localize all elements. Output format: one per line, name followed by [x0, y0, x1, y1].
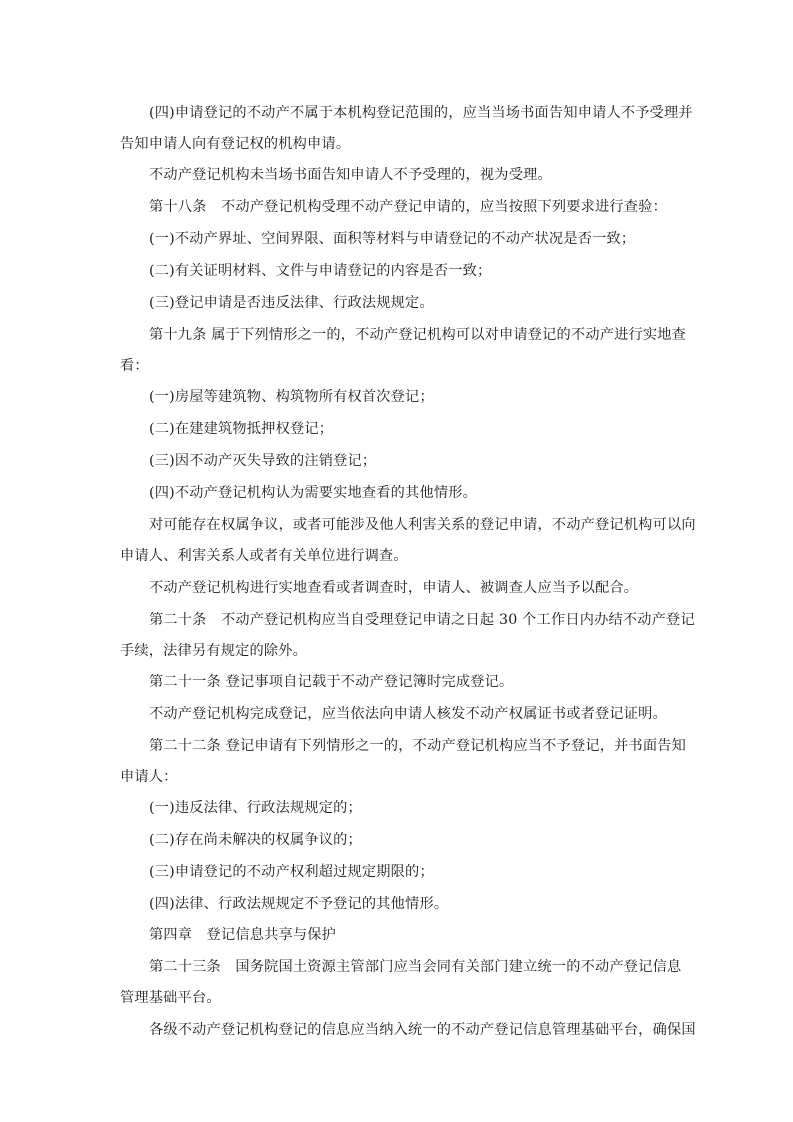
text-line: 第二十一条 登记事项自记载于不动产登记簿时完成登记。 — [149, 674, 514, 690]
text-line: (三)因不动产灭失导致的注销登记； — [149, 453, 377, 469]
text-line: 告知申请人向有登记权的机构申请。 — [120, 136, 351, 152]
text-line: 第十九条 属于下列情形之一的，不动产登记机构可以对申请登记的不动产进行实地查 — [149, 327, 687, 343]
text-line: (三)申请登记的不动产权利超过规定期限的； — [149, 864, 434, 880]
text-line: 看： — [120, 358, 149, 374]
text-line: (三)登记申请是否违反法律、行政法规规定。 — [149, 295, 434, 311]
text-line: (四)申请登记的不动产不属于本机构登记范围的，应当当场书面告知申请人不予受理并 — [149, 105, 693, 121]
text-line: 申请人、利害关系人或者有关单位进行调查。 — [120, 548, 408, 564]
text-line: 对可能存在权属争议，或者可能涉及他人利害关系的登记申请，不动产登记机构可以向 — [149, 517, 696, 533]
text-line: (一)房屋等建筑物、构筑物所有权首次登记； — [149, 389, 434, 405]
text-line: 不动产登记机构完成登记，应当依法向申请人核发不动产权属证书或者登记证明。 — [149, 706, 667, 722]
text-line: 各级不动产登记机构登记的信息应当纳入统一的不动产登记信息管理基础平台，确保国 — [149, 1022, 696, 1038]
text-line: 不动产登记机构未当场书面告知申请人不予受理的，视为受理。 — [149, 167, 552, 183]
text-line: (一)不动产界址、空间界限、面积等材料与申请登记的不动产状况是否一致； — [149, 231, 636, 247]
text-line: (一)违反法律、行政法规规定的； — [149, 800, 362, 816]
text-line: 第十八条 不动产登记机构受理不动产登记申请的，应当按照下列要求进行查验： — [149, 199, 667, 215]
text-line: 第二十二条 登记申请有下列情形之一的，不动产登记机构应当不予登记，并书面告知 — [149, 738, 687, 754]
chapter-heading: 第四章 登记信息共享与保护 — [149, 927, 337, 943]
text-line: (四)法律、行政法规规定不予登记的其他情形。 — [149, 896, 449, 912]
text-line: 第二十条 不动产登记机构应当自受理登记申请之日起 30 个工作日内办结不动产登记 — [149, 612, 695, 628]
text-line: (四)不动产登记机构认为需要实地查看的其他情形。 — [149, 485, 477, 501]
text-line: (二)有关证明材料、文件与申请登记的内容是否一致； — [149, 263, 492, 279]
text-line: 手续，法律另有规定的除外。 — [120, 643, 308, 659]
text-line: (二)存在尚未解决的权属争议的； — [149, 832, 362, 848]
text-line: 不动产登记机构进行实地查看或者调查时，申请人、被调查人应当予以配合。 — [149, 580, 639, 596]
text-line: (二)在建建筑物抵押权登记； — [149, 421, 334, 437]
text-line: 第二十三条 国务院国土资源主管部门应当会同有关部门建立统一的不动产登记信息 — [149, 959, 682, 975]
text-line: 申请人： — [120, 769, 178, 785]
text-line: 管理基础平台。 — [120, 990, 221, 1006]
